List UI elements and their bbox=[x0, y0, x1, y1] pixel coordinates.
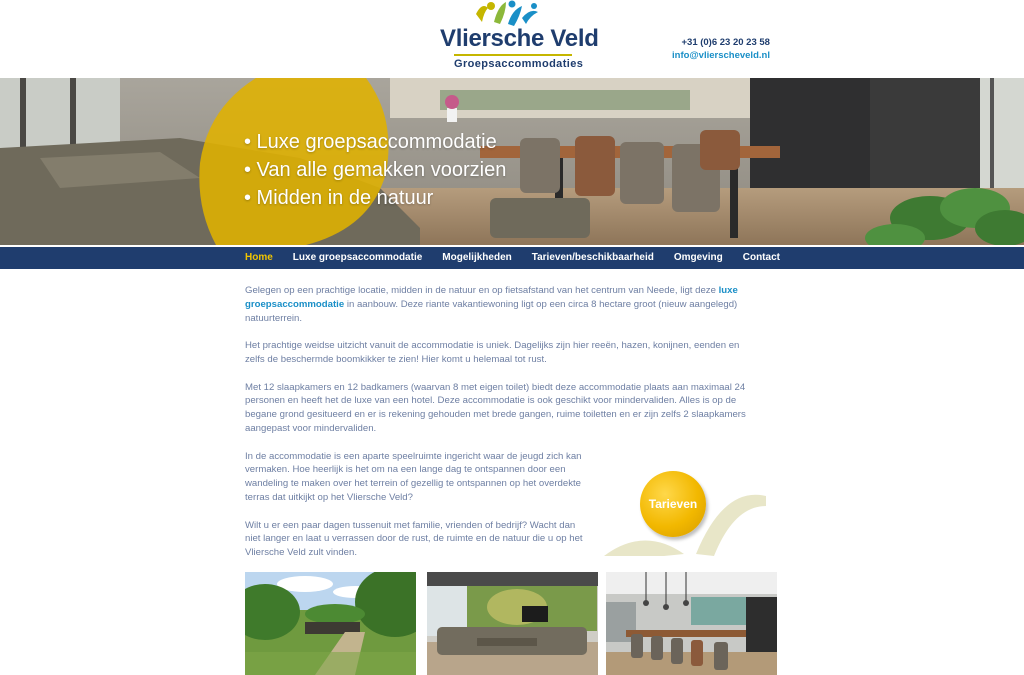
intro-text-end: in aanbouw. Deze riante vakantiewoning ligt op een circa 8 hectare groot (nieuw aangelegd) natuurterrein. bbox=[245, 298, 738, 324]
exterior-photo-image bbox=[245, 572, 416, 675]
logo-title: Vliersche Veld bbox=[440, 25, 599, 52]
nav-item-mogelijkheden[interactable]: Mogelijkheden bbox=[442, 252, 512, 263]
nav-item-tarieven[interactable]: Tarieven/beschikbaarheid bbox=[531, 252, 654, 263]
dining-photo[interactable] bbox=[606, 572, 777, 675]
lounge-photo-image bbox=[427, 572, 598, 675]
hero-bullet: • Midden in de natuur bbox=[244, 187, 434, 209]
site-logo[interactable] bbox=[436, 0, 599, 76]
nav-item-luxe-groepsaccommodatie[interactable]: Luxe groepsaccommodatie bbox=[292, 252, 423, 263]
view-paragraph: Het prachtige weidse uitzicht vanuit de accommodatie is uniek. Dagelijks zijn hier reeën, hazen, konijnen, eenden en zelfs de beschermde boomkikker te zien! Hier komt u helemaal tot rust. bbox=[245, 340, 740, 365]
nav-item-contact[interactable]: Contact bbox=[742, 252, 780, 263]
intro-paragraph bbox=[245, 284, 760, 325]
rooms-paragraph: Met 12 slaapkamers en 12 badkamers (waarvan 8 met eigen toilet) biedt deze accommodatie plaats aan maximaal 24 personen en heeft het de luxe van een hotel. Deze accommodatie is ook geschikt voor mindervaliden. Alles is op de begane grond gesitueerd en er is rekening gehouden met brede gangen, ruime toiletten en er zijn zelfs 2 slaapkamers aangepast voor mindervaliden. bbox=[245, 381, 746, 434]
hero-bullet: • Van alle gemakken voorzien bbox=[244, 159, 507, 181]
email-link[interactable]: info@vlierscheveld.nl bbox=[672, 50, 770, 61]
tarieven-label: Tarieven bbox=[648, 497, 698, 511]
playroom-paragraph: In de accommodatie is een aparte speelruimte ingericht waar de jeugd zich kan vermaken. Hoe heerlijk is het om na een lange dag te ontspannen door een wandeling te maken over het terrein of gezellig te ontspannen op het overdekte terras dat uitkijkt op het Vliersche Veld? bbox=[245, 450, 582, 503]
logo-divider bbox=[454, 54, 572, 56]
exterior-photo[interactable] bbox=[245, 572, 416, 675]
phone-link[interactable]: +31 (0)6 23 20 23 58 bbox=[681, 37, 770, 48]
nav-item-omgeving[interactable]: Omgeving bbox=[673, 252, 723, 263]
tarieven-button[interactable] bbox=[640, 471, 706, 537]
lounge-photo[interactable] bbox=[427, 572, 598, 675]
header-contact bbox=[672, 36, 770, 62]
hero-banner bbox=[0, 78, 1024, 245]
closing-paragraph: Wilt u er een paar dagen tussenuit met familie, vrienden of bedrijf? Wacht dan niet langer en laat u verrassen door de rust, de ruimte en de natuur die u op het Vliersche Veld zult vinden. bbox=[245, 519, 583, 559]
site-header bbox=[0, 0, 1024, 78]
nav-item-home[interactable]: Home bbox=[245, 252, 273, 263]
intro-text: Gelegen op een prachtige locatie, midden in de natuur en op fietsafstand van het centrum van Neede, ligt deze bbox=[245, 285, 719, 296]
hero-bullet-list bbox=[244, 128, 506, 212]
logo-tagline: Groepsaccommodaties bbox=[454, 58, 584, 70]
hero-bullet: • Luxe groepsaccommodatie bbox=[244, 131, 497, 153]
accommodation-link[interactable]: luxe groepsaccommodatie bbox=[245, 285, 738, 310]
main-navigation bbox=[0, 247, 1024, 269]
dining-photo-image bbox=[606, 572, 777, 675]
hero-interior-photo bbox=[0, 78, 1024, 245]
